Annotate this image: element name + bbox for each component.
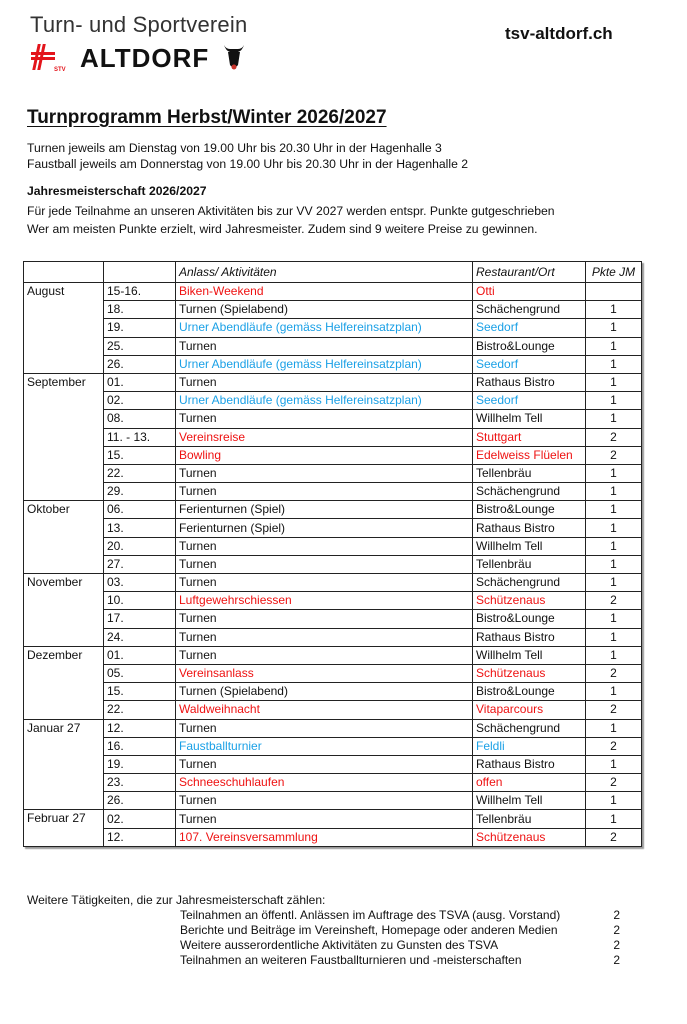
table-row [24, 737, 642, 755]
uri-bull-icon [223, 43, 245, 73]
table-row [24, 355, 642, 373]
location-cell: Schächengrund [473, 483, 586, 501]
date-cell: 12. [104, 828, 176, 846]
date-cell: 19. [104, 755, 176, 773]
extras-list [180, 908, 620, 968]
table-row [24, 519, 642, 537]
activity-cell: Turnen [176, 610, 473, 628]
jahresmeisterschaft-line1: Für jede Teilnahme an unseren Aktivitäten bis zur VV 2027 werden entspr. Punkte gutgeschrieben [27, 204, 555, 218]
jahresmeisterschaft-heading: Jahresmeisterschaft 2026/2027 [27, 184, 207, 198]
location-cell: Schützenaus [473, 664, 586, 682]
points-cell: 1 [586, 464, 642, 482]
table-row [24, 701, 642, 719]
points-cell: 1 [586, 755, 642, 773]
points-cell: 2 [586, 428, 642, 446]
activity-cell: Vereinsanlass [176, 664, 473, 682]
location-cell: Feldli [473, 737, 586, 755]
program-table [23, 261, 642, 847]
location-cell: Willhelm Tell [473, 646, 586, 664]
points-cell: 1 [586, 719, 642, 737]
points-cell: 1 [586, 319, 642, 337]
activity-cell: Turnen [176, 483, 473, 501]
activity-cell: Biken-Weekend [176, 283, 473, 301]
location-cell: Willhelm Tell [473, 537, 586, 555]
location-cell: Schächengrund [473, 719, 586, 737]
extras-item-points: 2 [613, 938, 620, 952]
date-cell: 05. [104, 664, 176, 682]
extras-item [180, 908, 620, 923]
location-cell: Rathaus Bistro [473, 373, 586, 391]
points-cell: 1 [586, 683, 642, 701]
date-cell: 15. [104, 446, 176, 464]
date-cell: 06. [104, 501, 176, 519]
table-row [24, 319, 642, 337]
location-cell: Vitaparcours [473, 701, 586, 719]
activity-cell: Turnen [176, 792, 473, 810]
website-link[interactable]: tsv-altdorf.ch [505, 24, 613, 43]
intro-text [27, 140, 468, 172]
table-row [24, 483, 642, 501]
location-cell: Bistro&Lounge [473, 683, 586, 701]
date-cell: 19. [104, 319, 176, 337]
table-row [24, 574, 642, 592]
jahresmeisterschaft-text [27, 202, 555, 238]
points-cell: 2 [586, 774, 642, 792]
points-cell: 2 [586, 701, 642, 719]
activity-cell: Turnen [176, 755, 473, 773]
activity-cell: Ferienturnen (Spiel) [176, 519, 473, 537]
location-cell: Schächengrund [473, 574, 586, 592]
location-cell: Schützenaus [473, 592, 586, 610]
location-cell: Willhelm Tell [473, 410, 586, 428]
activity-cell: Turnen [176, 410, 473, 428]
activity-cell: Turnen [176, 373, 473, 391]
month-cell: Oktober [24, 501, 104, 574]
activity-cell: 107. Vereinsversammlung [176, 828, 473, 846]
table-row [24, 683, 642, 701]
points-cell: 1 [586, 392, 642, 410]
table-row [24, 646, 642, 664]
table-row [24, 755, 642, 773]
extras-heading: Weitere Tätigkeiten, die zur Jahresmeisterschaft zählen: [27, 893, 326, 907]
date-cell: 03. [104, 574, 176, 592]
table-row [24, 392, 642, 410]
location-cell: Tellenbräu [473, 464, 586, 482]
points-cell: 1 [586, 792, 642, 810]
extras-item [180, 938, 620, 953]
month-cell: November [24, 574, 104, 647]
points-cell: 1 [586, 373, 642, 391]
date-cell: 15. [104, 683, 176, 701]
points-cell: 1 [586, 810, 642, 828]
page-title: Turnprogramm Herbst/Winter 2026/2027 [27, 107, 387, 128]
table-row [24, 592, 642, 610]
location-cell: Seedorf [473, 355, 586, 373]
activity-cell: Bowling [176, 446, 473, 464]
location-cell: Schächengrund [473, 301, 586, 319]
location-cell: offen [473, 774, 586, 792]
location-cell: Tellenbräu [473, 810, 586, 828]
date-cell: 08. [104, 410, 176, 428]
points-cell: 2 [586, 592, 642, 610]
header-points: Pkte JM [586, 262, 642, 283]
points-cell: 1 [586, 501, 642, 519]
month-cell: August [24, 283, 104, 374]
header-date [104, 262, 176, 283]
extras-item-points: 2 [613, 953, 620, 967]
date-cell: 18. [104, 301, 176, 319]
date-cell: 12. [104, 719, 176, 737]
activity-cell: Turnen (Spielabend) [176, 683, 473, 701]
table-row [24, 537, 642, 555]
month-cell: Dezember [24, 646, 104, 719]
org-name-line1: Turn- und Sportverein [30, 12, 248, 37]
activity-cell: Urner Abendläufe (gemäss Helfereinsatzplan) [176, 355, 473, 373]
points-cell: 1 [586, 574, 642, 592]
extras-item-label: Teilnahmen an weiteren Faustballturnieren und -meisterschaften [180, 953, 522, 967]
date-cell: 16. [104, 737, 176, 755]
table-row [24, 555, 642, 573]
date-cell: 11. - 13. [104, 428, 176, 446]
extras-item-label: Berichte und Beiträge im Vereinsheft, Homepage oder anderen Medien [180, 923, 558, 937]
location-cell: Seedorf [473, 319, 586, 337]
activity-cell: Turnen [176, 555, 473, 573]
location-cell: Bistro&Lounge [473, 337, 586, 355]
table-row [24, 446, 642, 464]
table-header-row [24, 262, 642, 283]
activity-cell: Turnen [176, 574, 473, 592]
stv-cross-logo-icon [30, 43, 70, 73]
month-cell: September [24, 373, 104, 500]
date-cell: 22. [104, 464, 176, 482]
jahresmeisterschaft-line2: Wer am meisten Punkte erzielt, wird Jahresmeister. Zudem sind 9 weitere Preise zu gewinnen. [27, 222, 538, 236]
activity-cell: Vereinsreise [176, 428, 473, 446]
date-cell: 20. [104, 537, 176, 555]
table-row [24, 464, 642, 482]
date-cell: 22. [104, 701, 176, 719]
month-cell: Februar 27 [24, 810, 104, 846]
location-cell: Schützenaus [473, 828, 586, 846]
points-cell: 1 [586, 628, 642, 646]
points-cell: 1 [586, 337, 642, 355]
activity-cell: Turnen [176, 646, 473, 664]
table-row [24, 501, 642, 519]
date-cell: 13. [104, 519, 176, 537]
extras-item [180, 953, 620, 968]
location-cell: Otti [473, 283, 586, 301]
table-row [24, 810, 642, 828]
location-cell: Seedorf [473, 392, 586, 410]
location-cell: Tellenbräu [473, 555, 586, 573]
header-month [24, 262, 104, 283]
points-cell: 1 [586, 646, 642, 664]
activity-cell: Schneeschuhlaufen [176, 774, 473, 792]
header-activity: Anlass/ Aktivitäten [176, 262, 473, 283]
header-location: Restaurant/Ort [473, 262, 586, 283]
activity-cell: Turnen [176, 810, 473, 828]
date-cell: 15-16. [104, 283, 176, 301]
extras-item-label: Weitere ausserordentliche Aktivitäten zu Gunsten des TSVA [180, 938, 499, 952]
date-cell: 26. [104, 792, 176, 810]
table-row [24, 664, 642, 682]
activity-cell: Turnen [176, 464, 473, 482]
date-cell: 23. [104, 774, 176, 792]
location-cell: Rathaus Bistro [473, 755, 586, 773]
location-cell: Rathaus Bistro [473, 628, 586, 646]
points-cell: 1 [586, 537, 642, 555]
location-cell: Willhelm Tell [473, 792, 586, 810]
points-cell: 1 [586, 355, 642, 373]
activity-cell: Turnen [176, 719, 473, 737]
activity-cell: Waldweihnacht [176, 701, 473, 719]
points-cell: 2 [586, 446, 642, 464]
table-row [24, 283, 642, 301]
date-cell: 17. [104, 610, 176, 628]
points-cell: 1 [586, 483, 642, 501]
points-cell: 1 [586, 301, 642, 319]
points-cell: 1 [586, 610, 642, 628]
date-cell: 01. [104, 373, 176, 391]
location-cell: Stuttgart [473, 428, 586, 446]
table-row [24, 410, 642, 428]
activity-cell: Luftgewehrschiessen [176, 592, 473, 610]
activity-cell: Turnen [176, 337, 473, 355]
table-row [24, 337, 642, 355]
activity-cell: Turnen [176, 628, 473, 646]
location-cell: Rathaus Bistro [473, 519, 586, 537]
table-row [24, 792, 642, 810]
table-row [24, 301, 642, 319]
activity-cell: Turnen [176, 537, 473, 555]
activity-cell: Ferienturnen (Spiel) [176, 501, 473, 519]
org-logo [30, 42, 245, 74]
location-cell: Bistro&Lounge [473, 610, 586, 628]
date-cell: 01. [104, 646, 176, 664]
activity-cell: Turnen (Spielabend) [176, 301, 473, 319]
location-cell: Edelweiss Flüelen [473, 446, 586, 464]
extras-item-label: Teilnahmen an öffentl. Anlässen im Auftrage des TSVA (ausg. Vorstand) [180, 908, 561, 922]
points-cell: 1 [586, 410, 642, 428]
points-cell: 2 [586, 664, 642, 682]
org-name-altdorf: ALTDORF [80, 42, 210, 73]
table-row [24, 774, 642, 792]
table-row [24, 428, 642, 446]
date-cell: 27. [104, 555, 176, 573]
table-row [24, 610, 642, 628]
month-cell: Januar 27 [24, 719, 104, 810]
activity-cell: Urner Abendläufe (gemäss Helfereinsatzplan) [176, 319, 473, 337]
extras-item-points: 2 [613, 923, 620, 937]
date-cell: 26. [104, 355, 176, 373]
date-cell: 29. [104, 483, 176, 501]
extras-item [180, 923, 620, 938]
table-row [24, 373, 642, 391]
intro-line-faustball: Faustball jeweils am Donnerstag von 19.00 Uhr bis 20.30 Uhr in der Hagenhalle 2 [27, 157, 469, 171]
table-row [24, 719, 642, 737]
date-cell: 02. [104, 810, 176, 828]
table-row [24, 628, 642, 646]
location-cell: Bistro&Lounge [473, 501, 586, 519]
activity-cell: Urner Abendläufe (gemäss Helfereinsatzplan) [176, 392, 473, 410]
points-cell: 2 [586, 828, 642, 846]
points-cell: 2 [586, 737, 642, 755]
svg-text:STV: STV [54, 67, 66, 73]
points-cell: 1 [586, 519, 642, 537]
intro-line-turnen: Turnen jeweils am Dienstag von 19.00 Uhr bis 20.30 Uhr in der Hagenhalle 3 [27, 141, 442, 155]
date-cell: 02. [104, 392, 176, 410]
table-row [24, 828, 642, 846]
activity-cell: Faustballturnier [176, 737, 473, 755]
date-cell: 10. [104, 592, 176, 610]
points-cell [586, 283, 642, 301]
extras-item-points: 2 [613, 908, 620, 922]
points-cell: 1 [586, 555, 642, 573]
date-cell: 24. [104, 628, 176, 646]
date-cell: 25. [104, 337, 176, 355]
